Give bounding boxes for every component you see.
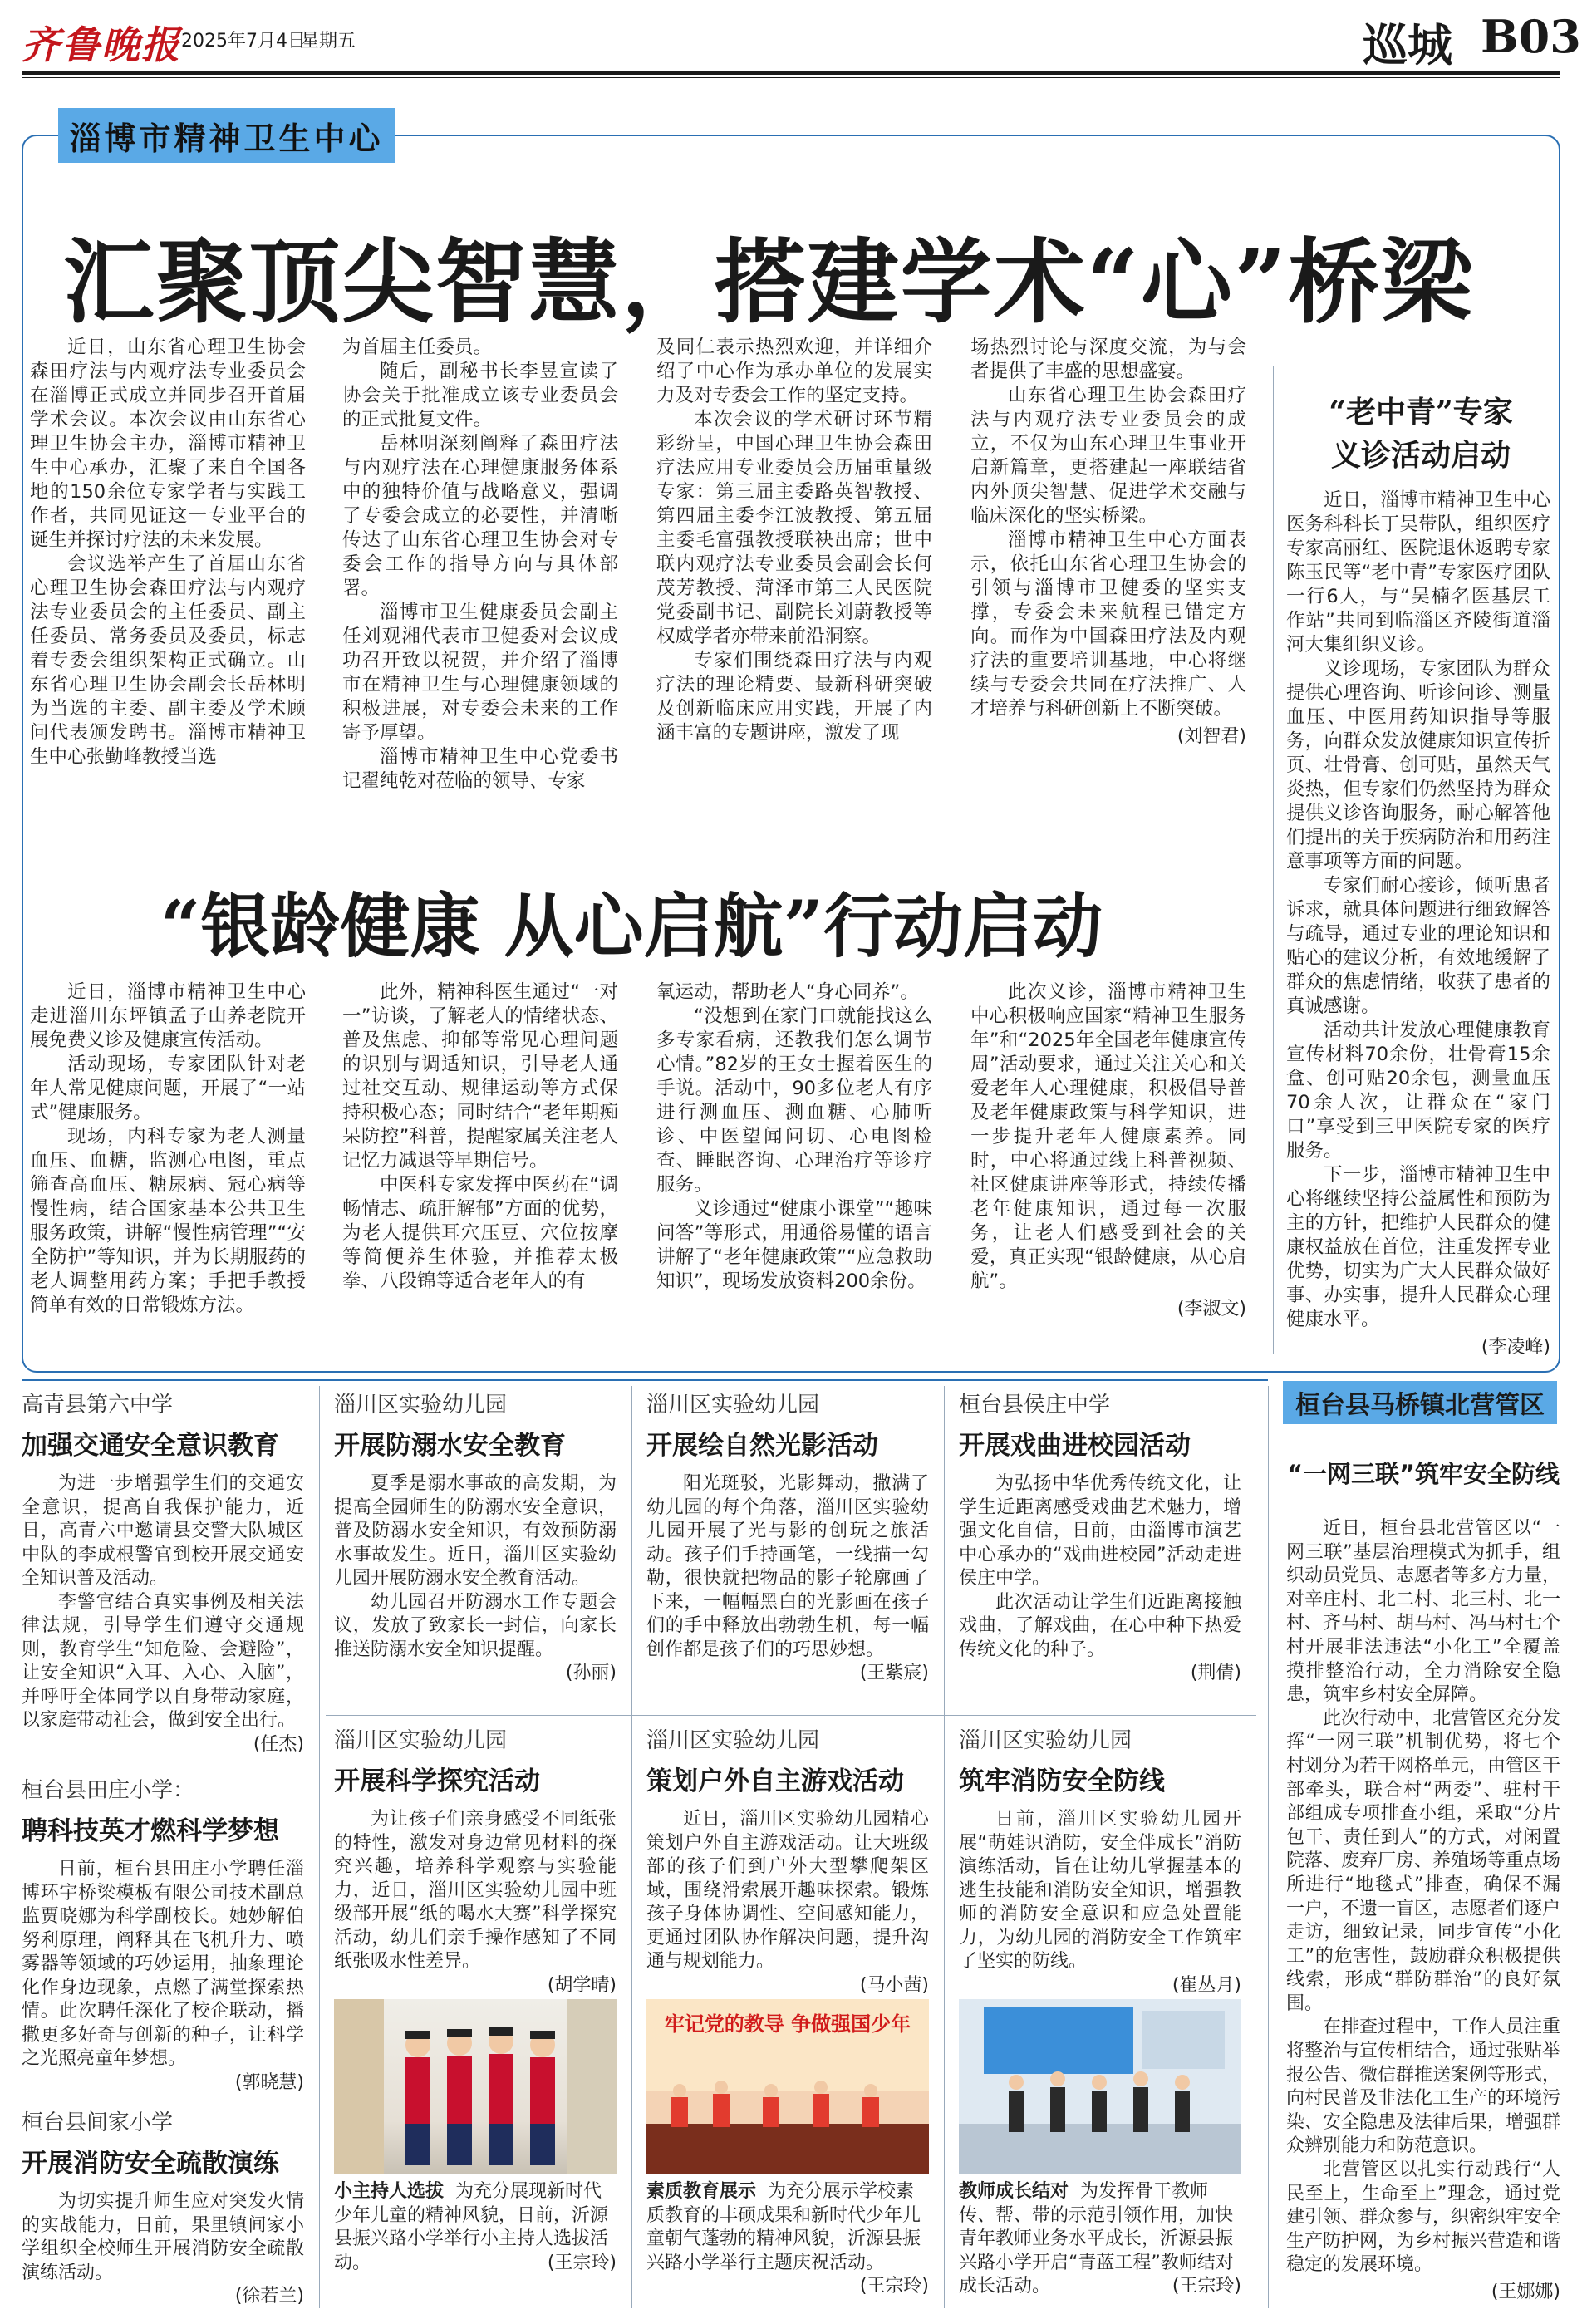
brief-title: 加强交通安全意识教育 [22, 1431, 279, 1461]
paragraph: 淄博市卫生健康委员会副主任刘观湘代表市卫健委对会议成功召开致以祝贺，并介绍了淄博市在精神卫生与心理健康领域的积极进展，对专委会未来的工作寄予厚望。 [342, 602, 618, 744]
brief-body [22, 1472, 304, 1757]
paragraph: 在排查过程中，工作人员注重将整治与宣传相结合，通过张贴举报公告、微信群推送案例等形式，向村民普及非法化工生产的环境污染、安全隐患及法律后果，增强群众辨别能力和防范意识。 [1286, 2017, 1561, 2157]
brief-school: 淄川区实验幼儿园 [334, 1728, 508, 1753]
brief-title: 聘科技英才燃科学梦想 [22, 1816, 279, 1846]
photo-author: (王宗玲) [547, 2252, 617, 2273]
paragraph: 中医科专家发挥中医药在“调畅情志、疏肝解郁”方面的优势，为老人提供耳穴压豆、穴位按摩等简便养生体验，并推荐太极拳、八段锦等适合老年人的有 [342, 1174, 618, 1292]
paragraph: 日前，淄川区实验幼儿园开展“萌娃识消防，安全伴成长”消防演练活动，旨在让幼儿掌握基本的逃生技能和消防安全知识，增强教师的消防安全意识和应急处置能力，为幼儿园的消防安全工作筑牢了坚实的防线。 [959, 1809, 1241, 1972]
paragraph: 为进一步增强学生们的交通安全意识，提高自我保护能力，近日，高青六中邀请县交警大队城区中队的李成根警官到校开展交通安全知识普及活动。 [22, 1473, 304, 1589]
masthead-rule-thin [22, 77, 1560, 78]
paragraph: 现场，内科专家为老人测量血压、血糖，监测心电图，重点筛查高血压、糖尿病、冠心病等慢性病，结合国家基本公共卫生服务政策，讲解“慢性病管理”“安全防护”等知识，并为长期服药的老人调整用药方案；手把手教授简单有效的日常锻炼方法。 [30, 1126, 306, 1316]
article1-headline: 汇聚顶尖智慧，搭建学术“心”桥梁 [62, 228, 1475, 336]
column-divider [631, 1386, 632, 2308]
photo-caption-label: 小主持人选拔 [334, 2181, 445, 2202]
article2-col4 [970, 980, 1246, 1321]
article2-col2 [342, 980, 618, 1294]
paragraph: 近日，淄博市精神卫生中心医务科科长丁昊带队，组织医疗专家高丽红、医院退休返聘专家陈玉民等“老中青”专家医疗团队一行6人，与“吴楠名医基层工作站”共同到临淄区齐陵街道淄河大集组织义诊。 [1286, 489, 1550, 656]
paragraph: 下一步，淄博市精神卫生中心将继续坚持公益属性和预防为主的方针，把维护人民群众的健康权益放在首位，注重发挥专业优势，切实为广大人民群众做好事、办实事，提升人民群众心理健康水平。 [1286, 1164, 1550, 1330]
brief-school: 高青县第六中学 [22, 1393, 174, 1417]
photo-teacher-mentoring [959, 1999, 1241, 2174]
paragraph: 幼儿园召开防溺水工作专题会议，发放了致家长一封信，向家长推送防溺水安全知识提醒。 [334, 1591, 617, 1660]
brief-author: (崔丛月) [1172, 1974, 1241, 1996]
photo-caption-label: 素质教育展示 [646, 2181, 757, 2202]
paragraph: “没想到在家门口就能找这么多专家看病，还教我们怎么调节心情。”82岁的王女士握着医生的手说。活动中，90多位老人有序进行测血压、测血糖、心肺听诊、中医望闻问切、心电图检查、睡眠咨询、心理治疗等诊疗服务。 [656, 1005, 932, 1196]
brief-title: 开展绘自然光影活动 [646, 1431, 878, 1461]
brief-author: (孙丽) [565, 1663, 617, 1683]
brief-school: 淄川区实验幼儿园 [959, 1728, 1132, 1753]
paragraph: 专家们耐心接诊，倾听患者诉求，就具体问题进行细致解答与疏导，通过专业的理论知识和贴心的建议分析，有效地缓解了群众的焦虑情绪，收获了患者的真诚感谢。 [1286, 875, 1550, 1017]
brief-author: (荆倩) [1190, 1663, 1241, 1683]
paragraph: 为弘扬中华优秀传统文化，让学生近距离感受戏曲艺术魅力，增强文化自信，日前，由淄博市演艺中心承办的“戏曲进校园”活动走进侯庄中学。 [959, 1473, 1241, 1589]
paragraph: 日前，桓台县田庄小学聘任淄博环宇桥梁模板有限公司技术副总监贾晓娜为科学副校长。她妙解伯努利原理，阐释其在飞机升力、喷雾器等领域的巧妙运用，抽象理论化作身边现象，点燃了满堂探索热情。此次聘任深化了校企联动，播撒更多好奇与创新的种子，让科学之光照亮童年梦想。 [22, 1859, 304, 2069]
photo-author: (王宗玲) [1172, 2276, 1241, 2297]
sidebar-byline: (李凌峰) [1481, 1337, 1550, 1358]
photo-children-hosts [334, 1999, 617, 2174]
photo-author: (王宗玲) [859, 2276, 929, 2297]
paragraph: 山东省心理卫生协会森田疗法与内观疗法专业委员会的成立，不仅为山东心理卫生事业开启新篇章，更搭建起一座联结省内外顶尖智慧、促进学术交融与临床深化的坚实桥梁。 [970, 385, 1246, 527]
brief-title: 策划户外自主游戏活动 [646, 1766, 904, 1796]
photo-caption [646, 2180, 929, 2299]
paragraph: 此次活动让学生们近距离接触戏曲，了解戏曲，在心中种下热爱传统文化的种子。 [959, 1591, 1241, 1660]
article2-headline: “银龄健康 从心启航”行动启动 [160, 885, 1103, 967]
paragraph: 李警官结合真实事例及相关法律法规，引导学生们遵守交通规则，教育学生“知危险、会避险”，让安全知识“入耳、入心、入脑”，并呼吁全体同学以自身带动家庭，以家庭带动社会，做到安全出行。 [22, 1591, 304, 1731]
sidebar-title-line1: “老中青”专家 [1329, 395, 1513, 430]
feature-tag: 淄博市精神卫生中心 [69, 119, 384, 157]
paragraph: 夏季是溺水事故的高发期，为提高全园师生的防溺水安全意识，普及防溺水安全知识，有效预防溺水事故发生。近日，淄川区实验幼儿园开展防溺水安全教育活动。 [334, 1473, 617, 1589]
article2-col1 [30, 980, 306, 1318]
paragraph: 此次义诊，淄博市精神卫生中心积极响应国家“精神卫生服务年”和“2025年全国老年健康宣传周”活动要求，通过关注关心和关爱老年人心理健康，积极倡导普及老年健康政策与科学知识，进一步提升老年人健康素养。同时，中心将通过线上科普视频、社区健康讲座等形式，持续传播老年健康知识，通过每一次服务，让老人们感受到社会的关爱，真正实现“银龄健康，从心启航”。 [970, 981, 1246, 1292]
paragraph: 阳光斑驳，光影舞动，撒满了幼儿园的每个角落，淄川区实验幼儿园开展了光与影的创玩之旅活动。孩子们手持画笔，一线描一勾勒，很快就把物品的影子轮廓画了下来，一幅幅黑白的光影画在孩子们的手中释放出勃勃生机，每一幅创作都是孩子们的巧思妙想。 [646, 1473, 929, 1660]
brief-school: 淄川区实验幼儿园 [646, 1728, 820, 1753]
paragraph: 会议选举产生了首届山东省心理卫生协会森田疗法与内观疗法专业委员会的主任委员、副主任委员、常务委员及委员，标志着专委会组织架构正式确立。山东省心理卫生协会副会长岳林明为当选的主委、副主委及学术顾问代表颁发聘书。淄博市精神卫生中心张勤峰教授当选 [30, 553, 306, 768]
article1-byline: (刘智君) [1177, 726, 1246, 747]
district-body [1286, 1517, 1560, 2305]
brief-author: (马小茜) [859, 1974, 929, 1996]
paragraph: 近日，桓台县北营管区以“一网三联”基层治理模式为抓手，组织动员党员、志愿者等多方力量，对辛庄村、北二村、北三村、北一村、齐马村、胡马村、冯马村七个村开展非法违法“小化工”全覆盖摸排整治行动，全力消除安全隐患，筑牢乡村安全屏障。 [1286, 1518, 1561, 1706]
paragraph: 北营管区以扎实行动践行“人民至上，生命至上”理念，通过党建引领、群众参与，织密织牢安全生产防护网，为乡村振兴营造和谐稳定的发展环境。 [1286, 2159, 1561, 2276]
photo-caption-label: 教师成长结对 [959, 2181, 1069, 2202]
district-tag: 桓台县马桥镇北营管区 [1295, 1391, 1545, 1420]
page-number: B03 [1481, 10, 1581, 63]
masthead-rule [22, 71, 1560, 75]
photo-stage-performance [646, 1999, 929, 2174]
brief-school: 桓台县侯庄中学 [959, 1393, 1111, 1417]
brief-body [22, 1858, 304, 2095]
article1-col3 [656, 336, 932, 745]
sidebar-body [1286, 489, 1550, 1359]
brief-school: 桓台县间家小学 [22, 2110, 174, 2135]
photo-illustration [959, 1999, 1241, 2174]
brief-title: 开展防溺水安全教育 [334, 1431, 566, 1461]
brief-body [646, 1472, 929, 1686]
paragraph: 氧运动，帮助老人“身心同养”。 [656, 981, 919, 1003]
issue-date: 2025年7月4日 [181, 31, 306, 52]
row-divider [326, 1715, 1256, 1716]
paragraph: 近日，山东省心理卫生协会森田疗法与内观疗法专业委员会在淄博正式成立并同步召开首届学术会议。本次会议由山东省心理卫生协会主办，淄博市精神卫生中心承办，汇聚了来自全国各地的150余位专家学者与实践工作者，共同见证这一专业平台的诞生并探讨疗法的未来发展。 [30, 337, 306, 551]
paragraph: 义诊现场，专家团队为群众提供心理咨询、听诊问诊、测量血压、中医用药知识指导等服务，向群众发放健康知识宣传折页、壮骨膏、创可贴，虽然天气炎热，但专家们仍然坚持为群众提供义诊咨询服务，耐心解答他们提出的关于疾病防治和用药注意事项等方面的问题。 [1286, 658, 1550, 872]
photo-caption-text: 为发挥骨干教师传、帮、带的示范引领作用，加快青年教师业务水平成长，沂源县振兴路小学开启“青蓝工程”教师结对成长活动。 [959, 2181, 1234, 2297]
paragraph: 岳林明深刻阐释了森田疗法与内观疗法在心理健康服务体系中的独特价值与战略意义，强调了专委会成立的必要性，并清晰传达了山东省心理卫生协会对专委会工作的指导方向与具体部署。 [342, 433, 618, 599]
paragraph: 为切实提升师生应对突发火情的实战能力，日前，果里镇间家小学组织全校师生开展消防安全疏散演练活动。 [22, 2191, 304, 2283]
district-byline: (王娜娜) [1491, 2282, 1560, 2302]
photo-caption [334, 2180, 617, 2275]
section-name: 巡城 [1363, 18, 1452, 71]
paragraph: 随后，副秘书长李昱宣读了协会关于批准成立该专业委员会的正式批复文件。 [342, 361, 618, 430]
brief-school: 桓台县田庄小学： [22, 1778, 195, 1803]
article1-col1 [30, 336, 306, 769]
article2-byline: (李淑文) [1177, 1299, 1246, 1319]
paragraph: 场热烈讨论与深度交流，为与会者提供了丰盛的思想盛宴。 [970, 337, 1246, 382]
sidebar-divider [1273, 366, 1274, 1354]
brief-author: (胡学晴) [547, 1974, 617, 1996]
issue-weekday: 星期五 [301, 31, 356, 52]
brief-title: 筑牢消防安全防线 [959, 1766, 1165, 1796]
brief-body [959, 1472, 1241, 1686]
brief-body [646, 1808, 929, 1997]
paragraph: 近日，淄川区实验幼儿园精心策划户外自主游戏活动。让大班级部的孩子们到户外大型攀爬架区域，围绕滑索展开趣味探索。锻炼孩子身体协调性、空间感知能力，更通过团队协作解决问题，提升沟通与规划能力。 [646, 1809, 929, 1972]
paragraph: 近日，淄博市精神卫生中心走进淄川东坪镇孟子山养老院开展免费义诊及健康宣传活动。 [30, 981, 306, 1051]
column-divider [1268, 1386, 1269, 2308]
brief-author: (郭晓慧) [234, 2071, 304, 2093]
paragraph: 此外，精神科医生通过“一对一”访谈，了解老人的情绪状态、普及焦虑、抑郁等常见心理问题的识别与调适知识，引导老人通过社交互动、规律运动等方式保持积极心态；同时结合“老年期痴呆防控”科普，提醒家属关注老人记忆力减退等早期信号。 [342, 981, 618, 1172]
column-divider [319, 1386, 320, 2308]
sidebar-title [1296, 391, 1545, 477]
paragraph: 专家们围绕森田疗法与内观疗法的理论精要、最新科研突破及创新临床应用实践，开展了内涵丰富的专题讲座，激发了现 [656, 650, 932, 744]
brief-body [334, 1472, 617, 1686]
paragraph: 本次会议的学术研讨环节精彩纷呈，中国心理卫生协会森田疗法应用专业委员会历届重量级专家：第三届主委路英智教授、第四届主委李江波教授、第五届主委毛富强教授联袂出席；世中联内观疗法专业委员会副会长何茂芳教授、菏泽市第三人民医院党委副书记、副院长刘蔚教授等权威学者亦带来前沿洞察。 [656, 409, 932, 647]
column-divider [944, 1386, 945, 2308]
article1-col4 [970, 336, 1246, 749]
paragraph: 活动现场，专家团队针对老年人常见健康问题，开展了“一站式”健康服务。 [30, 1054, 306, 1123]
sidebar-title-line2: 义诊活动启动 [1330, 438, 1511, 473]
district-title: “一网三联”筑牢安全防线 [1286, 1460, 1560, 1488]
brief-author: (王紫宸) [859, 1663, 929, 1683]
photo-caption-text: 为充分展现新时代少年儿童的精神风貌，日前，沂源县振兴路小学举行小主持人选拔活动。 [334, 2181, 609, 2273]
paragraph: 活动共计发放心理健康教育宣传材料70余份，壮骨膏15余盒、创可贴20余包，测量血压70余人次，让群众在“家门口”享受到三甲医院专家的医疗服务。 [1286, 1020, 1550, 1162]
paragraph: 义诊通过“健康小课堂”“趣味问答”等形式，用通俗易懂的语言讲解了“老年健康政策”“应急救助知识”，现场发放资料200余份。 [656, 1198, 932, 1292]
photo-illustration [334, 1999, 617, 2174]
briefs-top-rule [22, 1379, 1268, 1381]
brief-body [959, 1808, 1241, 1997]
brief-title: 开展戏曲进校园活动 [959, 1431, 1191, 1461]
photo-caption [959, 2180, 1241, 2299]
stage-banner-text: 牢记党的教导 争做强国少年 [664, 2012, 911, 2036]
brief-author: (任杰) [253, 1733, 304, 1755]
brief-school: 淄川区实验幼儿园 [646, 1393, 820, 1417]
brief-body [334, 1808, 617, 1997]
brief-title: 开展消防安全疏散演练 [22, 2149, 279, 2179]
paragraph: 此次行动中，北营管区充分发挥“一网三联”机制优势，将七个村划分为若干网格单元，由管区干部牵头，联合村“两委”、驻村干部组成专项排查小组，采取“分片包干、责任到人”的方式，对闲置院落、废弃厂房、养殖场等重点场所进行“地毯式”排查，确保不漏一户，不遗一盲区，志愿者们逐户走访，细致记录，同步宣传“小化工”的危害性，鼓励群众积极提供线索，形成“群防群治”的良好氛围。 [1286, 1707, 1561, 2014]
brief-author: (徐若兰) [234, 2286, 304, 2307]
newspaper-logo: 齐鲁晚报 [22, 22, 181, 67]
paragraph: 为让孩子们亲身感受不同纸张的特性，激发对身边常见材料的探究兴趣，培养科学观察与实验能力，近日，淄川区实验幼儿园中班级部开展“纸的喝水大赛”科学探究活动，幼儿们亲手操作感知了不同纸张吸水性差异。 [334, 1809, 617, 1972]
brief-title: 开展科学探究活动 [334, 1766, 540, 1796]
paragraph: 淄博市精神卫生中心方面表示，依托山东省心理卫生协会的引领与淄博市卫健委的坚实支撑，专委会未来航程已错定方向。而作为中国森田疗法及内观疗法的重要培训基地，中心将继续与专委会共同在疗法推广、人才培养与科研创新上不断突破。 [970, 529, 1246, 720]
paragraph: 及同仁表示热烈欢迎，并详细介绍了中心作为承办单位的发展实力及对专委会工作的坚定支持。 [656, 337, 932, 406]
brief-body [22, 2190, 304, 2309]
article2-col3 [656, 980, 932, 1294]
paragraph: 淄博市精神卫生中心党委书记翟纯乾对莅临的领导、专家 [342, 746, 618, 792]
brief-school: 淄川区实验幼儿园 [334, 1393, 508, 1417]
paragraph: 为首届主任委员。 [342, 337, 493, 358]
article1-col2 [342, 336, 618, 794]
photo-caption-text: 为充分展示学校素质教育的丰硕成果和新时代少年儿童朝气蓬勃的精神风貌，沂源县振兴路小学举行主题庆祝活动。 [646, 2181, 921, 2273]
